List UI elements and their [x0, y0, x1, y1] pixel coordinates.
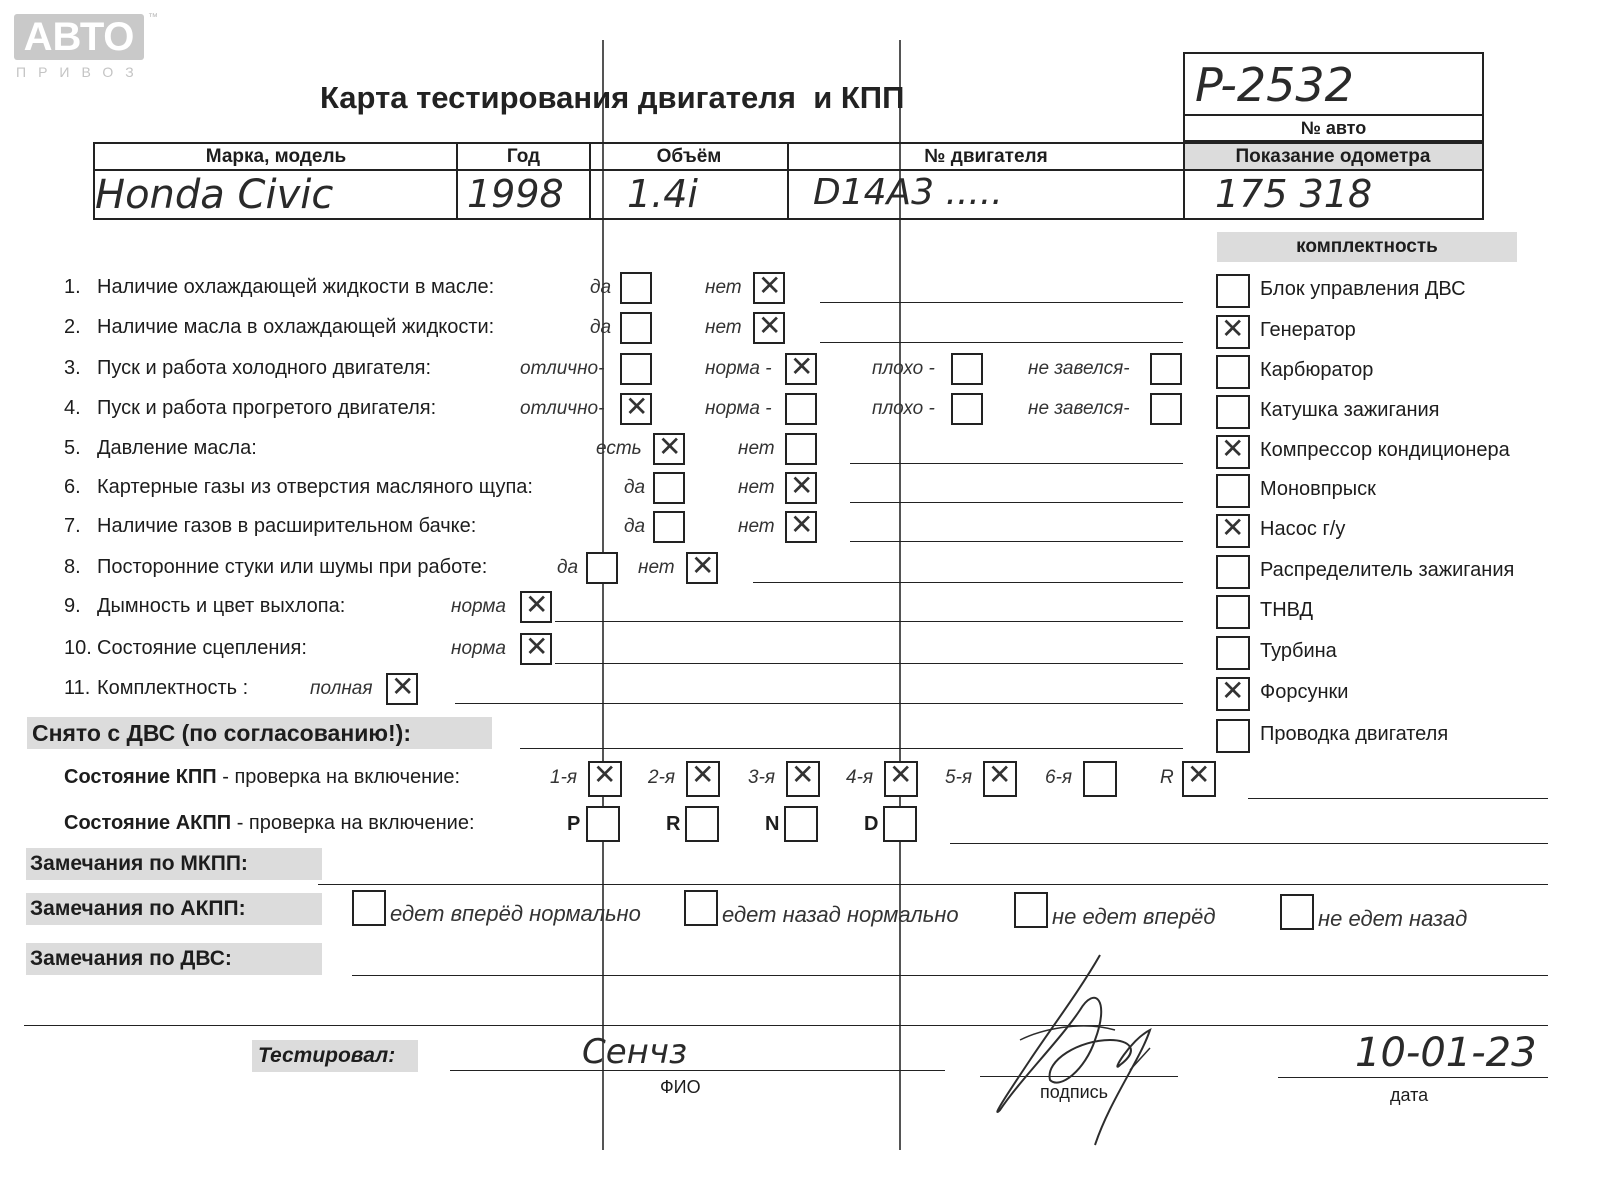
question-text: Наличие газов в расширительном бачке: — [97, 515, 477, 537]
kpp-label-rest: - проверка на включение: — [216, 766, 461, 788]
answer-line — [820, 342, 1183, 343]
kit-checkbox[interactable] — [1216, 595, 1250, 629]
kpp-gear-label: 4-я — [846, 767, 874, 788]
car-number-value: P-2532 — [1195, 58, 1354, 112]
question-number: 3. — [64, 357, 81, 379]
option-label: плохо - — [872, 398, 935, 419]
question-text: Давление масла: — [97, 437, 257, 459]
option-checkbox[interactable] — [785, 393, 817, 425]
fio-value: Сенчз — [582, 1032, 688, 1072]
notes-akpp-label: Замечания по АКПП: — [26, 893, 322, 925]
option-label: да — [590, 277, 612, 298]
kit-item-label: Карбюратор — [1260, 359, 1374, 381]
question-number: 9. — [64, 595, 81, 617]
option-label: нет — [705, 277, 742, 298]
akpp-opt-label: едет назад нормально — [722, 902, 959, 927]
option-label: да — [590, 317, 612, 338]
kpp-gear-checkbox[interactable] — [1182, 761, 1216, 797]
car-number-box — [1183, 52, 1484, 142]
option-checkbox[interactable] — [951, 353, 983, 385]
fio-line — [450, 1070, 945, 1071]
option-label: не завелся- — [1028, 358, 1130, 379]
date-value: 10-01-23 — [1355, 1030, 1537, 1076]
kpp-gear-checkbox[interactable] — [786, 761, 820, 797]
option-label: норма - — [705, 358, 772, 379]
kpp-gear-label: 1-я — [550, 767, 578, 788]
answer-line — [850, 463, 1183, 464]
signature-label: подпись — [1040, 1082, 1109, 1102]
kpp-gear-label: R — [1160, 767, 1174, 788]
kit-item-label: Катушка зажигания — [1260, 399, 1440, 421]
kpp-gear-label: 3-я — [748, 767, 776, 788]
value-make-model: Honda Civic — [95, 172, 334, 218]
header-volume: Объём — [656, 146, 722, 167]
option-label: норма — [451, 638, 506, 659]
kit-item-label: Турбина — [1260, 640, 1337, 662]
akpp-opt-box[interactable] — [684, 890, 718, 926]
col-divider — [456, 144, 458, 218]
kit-checkbox[interactable] — [1216, 474, 1250, 508]
kit-item-label: Моновпрыск — [1260, 478, 1376, 500]
option-checkbox[interactable] — [520, 633, 552, 665]
col-divider — [787, 144, 789, 218]
fio-label: ФИО — [660, 1077, 701, 1097]
kpp-line — [1248, 798, 1548, 799]
kit-item-label: Блок управления ДВС — [1260, 278, 1466, 300]
header-engine-no: № двигателя — [924, 146, 1048, 167]
kpp-gear-checkbox[interactable] — [884, 761, 918, 797]
notes-dvs-label: Замечания по ДВС: — [26, 943, 322, 975]
logo-tm: ™ — [148, 12, 158, 23]
option-checkbox[interactable] — [653, 472, 685, 504]
question-text: Дымность и цвет выхлопа: — [97, 595, 346, 617]
akpp-opt-label: едет вперёд нормально — [390, 901, 641, 926]
tested-by-label: Тестировал: — [252, 1040, 418, 1072]
header-year: Год — [506, 146, 541, 167]
header-make-model: Марка, модель — [205, 146, 347, 167]
answer-line — [455, 703, 1183, 704]
option-checkbox[interactable] — [1150, 353, 1182, 385]
option-checkbox[interactable] — [753, 272, 785, 304]
option-label: норма - — [705, 398, 772, 419]
kit-item-label: ТНВД — [1260, 599, 1314, 621]
answer-line — [850, 502, 1183, 503]
kpp-gear-label: 2-я — [648, 767, 676, 788]
option-checkbox[interactable] — [753, 312, 785, 344]
page-title: Карта тестирования двигателя и КПП — [320, 80, 905, 115]
akpp-opt-box[interactable] — [1280, 894, 1314, 930]
akpp-opt-box[interactable] — [1014, 892, 1048, 928]
header-odometer: Показание одометра — [1184, 144, 1482, 169]
kit-item-label: Распределитель зажигания — [1260, 559, 1515, 581]
option-label: не завелся- — [1028, 398, 1130, 419]
question-number: 7. — [64, 515, 81, 537]
kit-item-label: Насос г/у — [1260, 518, 1346, 540]
option-label: да — [624, 516, 646, 537]
akpp-gear-label: D — [864, 813, 879, 835]
question-number: 8. — [64, 556, 81, 578]
option-label: нет — [705, 317, 742, 338]
option-checkbox[interactable] — [686, 552, 718, 584]
notes-dvs-line — [352, 975, 1548, 976]
notes-mkpp-label: Замечания по МКПП: — [26, 848, 322, 880]
akpp-label-rest: - проверка на включение: — [231, 812, 475, 834]
question-text: Картерные газы из отверстия масляного щупа: — [97, 476, 533, 498]
option-label: да — [624, 477, 646, 498]
question-number: 2. — [64, 316, 81, 338]
question-number: 6. — [64, 476, 81, 498]
kpp-gear-label: 6-я — [1045, 767, 1073, 788]
option-label: есть — [596, 438, 642, 459]
kit-checkbox[interactable] — [1216, 719, 1250, 753]
question-text: Посторонние стуки или шумы при работе: — [97, 556, 488, 578]
akpp-gear-checkbox[interactable] — [586, 806, 620, 842]
answer-line — [753, 582, 1183, 583]
option-label: да — [557, 557, 579, 578]
option-label: нет — [738, 438, 775, 459]
date-line — [1278, 1077, 1548, 1078]
answer-line — [820, 302, 1183, 303]
kit-checkbox[interactable] — [1216, 555, 1250, 589]
kit-header: комплектность — [1217, 232, 1517, 262]
kpp-gear-checkbox[interactable] — [983, 761, 1017, 797]
car-number-label: № авто — [1300, 118, 1367, 138]
option-checkbox[interactable] — [785, 511, 817, 543]
question-number: 5. — [64, 437, 81, 459]
kit-checkbox[interactable] — [1216, 677, 1250, 711]
logo-main: АВТО — [14, 14, 144, 60]
option-checkbox[interactable] — [1150, 393, 1182, 425]
akpp-gear-label: P — [567, 813, 581, 835]
option-checkbox[interactable] — [653, 511, 685, 543]
answer-line — [850, 541, 1183, 542]
kit-item-label: Проводка двигателя — [1260, 723, 1449, 745]
option-checkbox[interactable] — [785, 472, 817, 504]
vehicle-table — [93, 142, 1484, 220]
question-text: Наличие масла в охлаждающей жидкости: — [97, 316, 495, 338]
kpp-gear-checkbox[interactable] — [588, 761, 622, 797]
option-checkbox[interactable] — [386, 673, 418, 705]
option-label: нет — [638, 557, 675, 578]
kit-checkbox[interactable] — [1216, 274, 1250, 308]
value-year: 1998 — [467, 172, 564, 216]
col-divider — [589, 144, 591, 218]
question-number: 4. — [64, 397, 81, 419]
option-label: плохо - — [872, 358, 935, 379]
akpp-opt-box[interactable] — [352, 890, 386, 926]
kit-checkbox[interactable] — [1216, 435, 1250, 469]
kit-checkbox[interactable] — [1216, 355, 1250, 389]
notes-mkpp-line — [318, 884, 1548, 885]
kit-checkbox[interactable] — [1216, 315, 1250, 349]
option-checkbox[interactable] — [785, 433, 817, 465]
question-number: 1. — [64, 276, 81, 298]
logo-sub: ПРИВОЗ — [16, 64, 146, 80]
akpp-gear-checkbox[interactable] — [685, 806, 719, 842]
kpp-gear-checkbox[interactable] — [1083, 761, 1117, 797]
kpp-gear-checkbox[interactable] — [686, 761, 720, 797]
akpp-label-bold: Состояние АКПП — [64, 812, 232, 834]
question-number: 11. — [64, 677, 91, 699]
akpp-gear-label: R — [666, 813, 681, 835]
kit-checkbox[interactable] — [1216, 636, 1250, 670]
removed-line — [520, 748, 1183, 749]
kpp-label-bold: Состояние КПП — [64, 766, 217, 788]
option-checkbox[interactable] — [620, 272, 652, 304]
question-text: Комплектность : — [97, 677, 249, 699]
option-checkbox[interactable] — [620, 312, 652, 344]
question-text: Состояние сцепления: — [97, 637, 307, 659]
question-text: Пуск и работа прогретого двигателя: — [97, 397, 437, 419]
kit-checkbox[interactable] — [1216, 514, 1250, 548]
logo — [14, 14, 164, 84]
akpp-label — [64, 812, 475, 835]
question-text: Наличие охлаждающей жидкости в масле: — [97, 276, 495, 298]
removed-label: Снято с ДВС (по согласованию!): — [27, 717, 492, 749]
kpp-gear-label: 5-я — [945, 767, 973, 788]
akpp-opt-label: не едет вперёд — [1052, 904, 1216, 929]
question-number: 10. — [64, 637, 92, 659]
option-checkbox[interactable] — [520, 591, 552, 623]
value-volume: 1.4i — [627, 172, 698, 216]
option-checkbox[interactable] — [653, 433, 685, 465]
akpp-gear-label: N — [765, 813, 780, 835]
value-engine-no: D14A3 ..... — [813, 172, 1003, 213]
notes-dvs-line-2 — [24, 1025, 1548, 1026]
date-label: дата — [1390, 1085, 1429, 1105]
col-divider — [1183, 144, 1185, 218]
kit-item-label: Компрессор кондиционера — [1260, 439, 1510, 461]
akpp-gear-checkbox[interactable] — [784, 806, 818, 842]
akpp-line — [950, 843, 1548, 844]
option-label: отлично- — [520, 358, 605, 379]
option-label: нет — [738, 516, 775, 537]
answer-line — [555, 621, 1183, 622]
option-label: отлично- — [520, 398, 605, 419]
kit-item-label: Форсунки — [1260, 681, 1349, 703]
akpp-opt-label: не едет назад — [1318, 906, 1468, 931]
option-checkbox[interactable] — [620, 353, 652, 385]
option-checkbox[interactable] — [785, 353, 817, 385]
option-checkbox[interactable] — [951, 393, 983, 425]
option-checkbox[interactable] — [620, 393, 652, 425]
option-label: полная — [310, 678, 373, 699]
option-label: норма — [451, 596, 506, 617]
value-odometer: 175 318 — [1215, 172, 1373, 216]
kpp-label — [64, 766, 460, 789]
option-checkbox[interactable] — [586, 552, 618, 584]
signature-line — [980, 1076, 1178, 1077]
kit-checkbox[interactable] — [1216, 395, 1250, 429]
answer-line — [555, 663, 1183, 664]
kit-item-label: Генератор — [1260, 319, 1356, 341]
akpp-gear-checkbox[interactable] — [883, 806, 917, 842]
car-number-divider — [1185, 114, 1482, 116]
option-label: нет — [738, 477, 775, 498]
question-text: Пуск и работа холодного двигателя: — [97, 357, 432, 379]
